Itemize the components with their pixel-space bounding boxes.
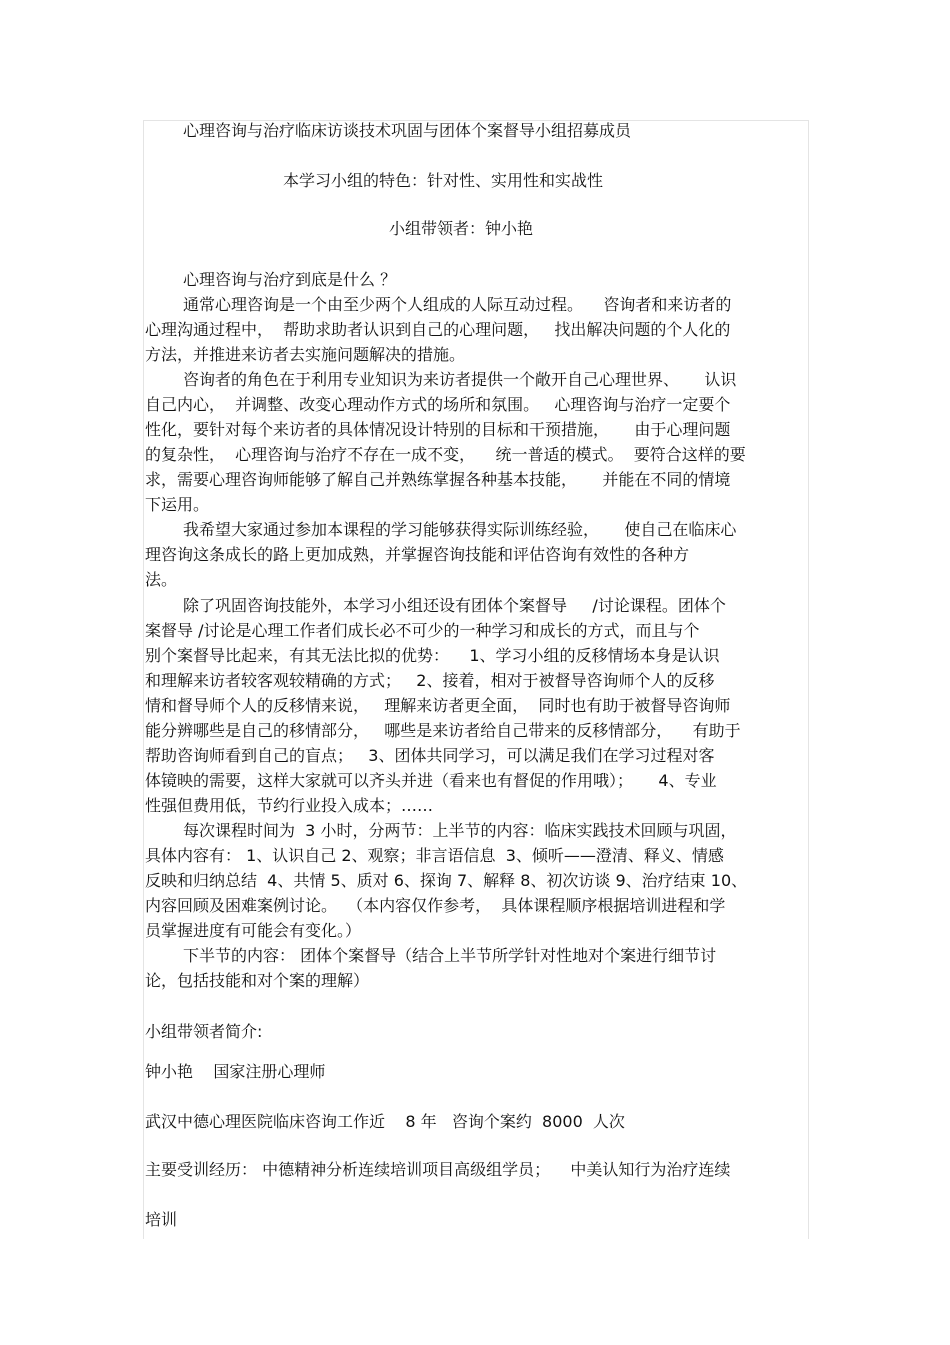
leader-intro-name: 钟小艳 国家注册心理师 (145, 1062, 326, 1081)
leader-intro-training: 主要受训经历： 中德精神分析连续培训项目高级组学员； 中美认知行为治疗连续 (145, 1160, 731, 1179)
paragraph-5-line: 员掌握进度有可能会有变化。） (145, 921, 362, 940)
paragraph-2-line: 下运用。 (145, 495, 210, 514)
paragraph-5-line: 反映和归纳总结 4、共情 5、质对 6、探询 7、解释 8、初次访谈 9、治疗结束 10、 (145, 871, 748, 890)
paragraph-2-line: 求，需要心理咨询师能够了解自己并熟练掌握各种基本技能， 并能在不同的情境 (145, 470, 731, 489)
paragraph-1-line: 方法，并推进来访者去实施问题解决的措施。 (145, 345, 466, 364)
paragraph-1-line: 心理沟通过程中， 帮助求助者认识到自己的心理问题， 找出解决问题的个人化的 (145, 320, 731, 339)
paragraph-2-line: 咨询者的角色在于利用专业知识为来访者提供一个敞开自己心理世界、 认识 (183, 370, 737, 389)
paragraph-2-line: 自己内心， 并调整、改变心理动作方式的场所和氛围。 心理咨询与治疗一定要个 (145, 395, 731, 414)
leader-intro-work: 武汉中德心理医院临床咨询工作近 8 年 咨询个案约 8000 人次 (145, 1112, 625, 1131)
leader-intro-heading: 小组带领者简介: (145, 1022, 263, 1041)
paragraph-1-line: 通常心理咨询是一个由至少两个人组成的人际互动过程。 咨询者和来访者的 (183, 295, 732, 314)
paragraph-2-line: 的复杂性， 心理咨询与治疗不存在一成不变， 统一普适的模式。 要符合这样的要 (145, 445, 746, 464)
question-line: 心理咨询与治疗到底是什么 ？ (183, 270, 397, 289)
paragraph-4-line: 情和督导师个人的反移情来说， 理解来访者更全面， 同时也有助于被督导咨询师 (145, 696, 731, 715)
paragraph-5-line: 内容回顾及困难案例讨论。 （本内容仅作参考， 具体课程顺序根据培训进程和学 (145, 896, 726, 915)
paragraph-5-line: 每次课程时间为 3 小时，分两节：上半节的内容：临床实践技术回顾与巩固， (183, 821, 737, 840)
leader-intro-training-cont: 培训 (145, 1210, 178, 1229)
paragraph-4-line: 除了巩固咨询技能外，本学习小组还设有团体个案督导 /讨论课程。团体个 (183, 596, 726, 615)
paragraph-4-line: 能分辨哪些是自己的移情部分， 哪些是来访者给自己带来的反移情部分， 有助于 (145, 721, 741, 740)
paragraph-4-line: 和理解来访者较客观较精确的方式； 2、接着，相对于被督导咨询师个人的反移 (145, 671, 715, 690)
leader-line: 小组带领者：钟小艳 (389, 219, 534, 238)
paragraph-3-line: 法。 (145, 570, 178, 589)
paragraph-3-line: 理咨询这条成长的路上更加成熟，并掌握咨询技能和评估咨询有效性的各种方 (145, 545, 690, 564)
paragraph-6-line: 下半节的内容： 团体个案督导（结合上半节所学针对性地对个案进行细节讨 (183, 946, 717, 965)
paragraph-4-line: 案督导 /讨论是心理工作者们成长必不可少的一种学习和成长的方式，而且与个 (145, 621, 700, 640)
paragraph-4-line: 性强但费用低，节约行业投入成本；…… (145, 796, 434, 815)
document-subtitle: 本学习小组的特色：针对性、实用性和实战性 (283, 171, 604, 190)
document-title: 心理咨询与治疗临床访谈技术巩固与团体个案督导小组招募成员 (183, 121, 632, 140)
paragraph-5-line: 具体内容有： 1、认识自己 2、观察；非言语信息 3、倾听——澄清、释义、情感 (145, 846, 724, 865)
paragraph-6-line: 论，包括技能和对个案的理解） (145, 971, 370, 990)
paragraph-4-line: 别个案督导比起来，有其无法比拟的优势： 1、学习小组的反移情场本身是认识 (145, 646, 720, 665)
paragraph-4-line: 体镜映的需要，这样大家就可以齐头并进（看来也有督促的作用哦）； 4、专业 (145, 771, 717, 790)
paragraph-3-line: 我希望大家通过参加本课程的学习能够获得实际训练经验， 使自己在临床心 (183, 520, 737, 539)
paragraph-2-line: 性化，要针对每个来访者的具体情况设计特别的目标和干预措施， 由于心理问题 (145, 420, 731, 439)
paragraph-4-line: 帮助咨询师看到自己的盲点； 3、团体共同学习，可以满足我们在学习过程对客 (145, 746, 715, 765)
